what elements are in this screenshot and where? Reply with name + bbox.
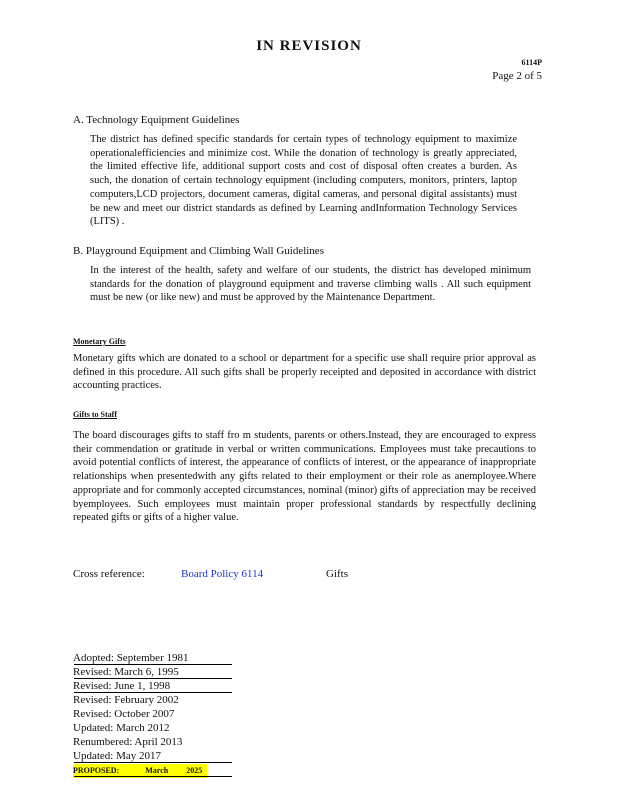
cross-reference-label: Cross reference:	[73, 568, 145, 580]
section-b-heading: B. Playground Equipment and Climbing Wall Guidelines	[73, 245, 324, 257]
page-number: Page 2 of 5	[492, 70, 542, 82]
section-a-heading: A. Technology Equipment Guidelines	[73, 114, 240, 126]
policy-code: 6114P	[521, 58, 542, 67]
history-renumbered-2013: Renumbered: April 2013	[73, 736, 183, 748]
history-rule	[74, 776, 232, 777]
monetary-gifts-text: Monetary gifts which are donated to a school or department for a specific use shall require prior approval as defined in this procedure. All such gifts shall be properly receipted and deposited in accordance with district accounting practices.	[73, 353, 536, 392]
cross-reference-title: Gifts	[326, 568, 348, 580]
history-rule	[74, 692, 232, 693]
history-revised-2002: Revised: February 2002	[73, 694, 179, 706]
proposed-year: 2025	[186, 766, 203, 775]
revision-history	[73, 651, 207, 778]
history-rule	[74, 762, 232, 763]
history-updated-2012: Updated: March 2012	[73, 722, 170, 734]
history-rule	[74, 664, 232, 665]
history-revised-1998: Revised: June 1, 1998	[73, 680, 171, 692]
gifts-to-staff-text: The board discourages gifts to staff fro m students, parents or others.Instead, they are encouraged to express their commendation or gratitude in verbal or written communications. Employees must take precautions to avoid potential conflicts of interest, the appearance of conflicts of interest, or the appearance of inappropriate relationships when presentedwith any gifts related to their employment or their role as anemployee.Where appropriate and for commonly accepted circumstances, nominal (minor) gifts of appreciation may be received byemployees. Such employees must maintain proper professional standards by respectfully declining repeated gifts or gifts of a higher value.	[73, 430, 536, 524]
proposed-month: March	[145, 766, 169, 775]
board-policy-link[interactable]: Board Policy 6114	[181, 568, 264, 580]
proposed-label: PROPOSED:	[73, 766, 120, 775]
section-a-text: The district has defined specific standards for certain types of technology equipment to maximize operationalefficiencies and minimize cost. While the donation of technology is greatly appreciated, the limited effective life, additional support costs and cost of disposal often creates a burden. As such, the donation of certain technology equipment (including computers, monitors, printers, laptop computers,LCD projectors, document cameras, digital cameras, and personal digital assistants) must be new and meet our district standards as defined by Learning andInformation Technology Services (LITS) .	[90, 134, 517, 228]
document-status-title: IN REVISION	[256, 38, 362, 54]
history-adopted: Adopted: September 1981	[73, 652, 189, 664]
monetary-gifts-heading: Monetary Gifts	[73, 337, 126, 346]
history-revised-1995: Revised: March 6, 1995	[73, 666, 179, 678]
history-updated-2017: Updated: May 2017	[73, 750, 161, 762]
section-b-text: In the interest of the health, safety and welfare of our students, the district has developed minimum standards for the donation of playground equipment and traverse climbing walls . All such equipment must be new (or like new) and must be approved by the Maintenance Department.	[90, 265, 531, 304]
history-rule	[74, 678, 232, 679]
history-revised-2007: Revised: October 2007	[73, 708, 175, 720]
gifts-to-staff-heading: Gifts to Staff	[73, 410, 117, 419]
